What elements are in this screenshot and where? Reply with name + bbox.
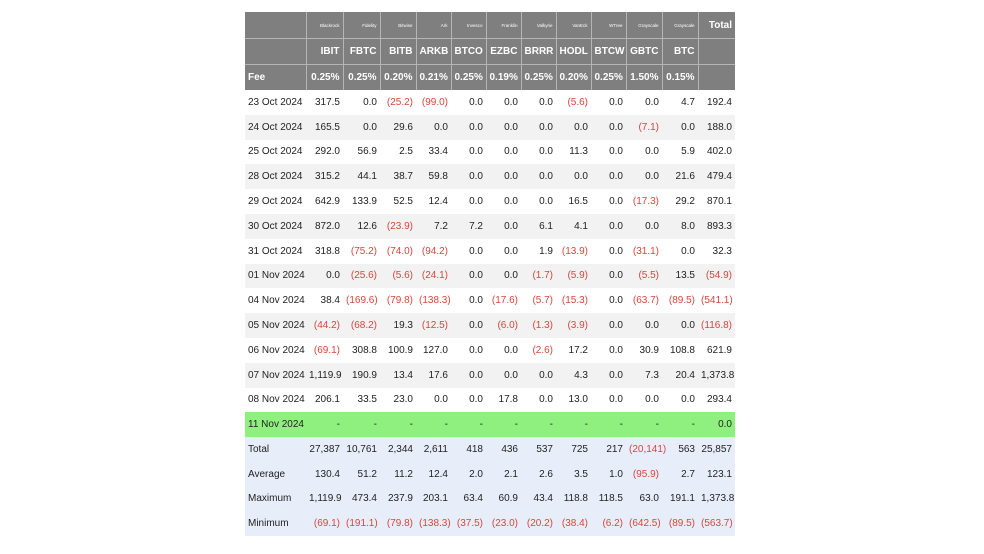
flow-cell: 0.0 bbox=[486, 140, 521, 165]
ticker-symbol: GBTC bbox=[626, 39, 662, 65]
flow-cell: 4.7 bbox=[662, 90, 698, 115]
flow-cell: 33.4 bbox=[416, 140, 451, 165]
row-date: 06 Nov 2024 bbox=[245, 338, 306, 363]
ticker-symbol: BITB bbox=[380, 39, 416, 65]
flow-cell: 0.0 bbox=[556, 115, 591, 140]
flow-cell: 0.0 bbox=[521, 189, 556, 214]
issuer-name: Ark bbox=[416, 12, 451, 39]
flow-cell: 0.0 bbox=[591, 264, 626, 289]
flow-cell: (63.7) bbox=[626, 288, 662, 313]
flow-cell: 0.0 bbox=[451, 264, 486, 289]
flow-cell: (169.6) bbox=[343, 288, 380, 313]
flow-cell: 0.0 bbox=[451, 313, 486, 338]
flow-cell: (79.8) bbox=[380, 288, 416, 313]
stat-cell: 51.2 bbox=[343, 462, 380, 487]
flow-cell: - bbox=[416, 412, 451, 437]
stat-label: Maximum bbox=[245, 487, 306, 512]
flow-cell: 12.4 bbox=[416, 189, 451, 214]
flow-cell: (17.6) bbox=[486, 288, 521, 313]
stats-row bbox=[245, 437, 735, 462]
flow-cell: 5.9 bbox=[662, 140, 698, 165]
stat-cell: 63.0 bbox=[626, 487, 662, 512]
flow-cell: - bbox=[380, 412, 416, 437]
row-date: 07 Nov 2024 bbox=[245, 363, 306, 388]
issuer-name: Fidelity bbox=[343, 12, 380, 39]
issuer-name: Franklin bbox=[486, 12, 521, 39]
flow-cell: (74.0) bbox=[380, 239, 416, 264]
table-row bbox=[245, 189, 735, 214]
corner-cell bbox=[245, 39, 306, 65]
stat-label: Average bbox=[245, 462, 306, 487]
flow-cell: - bbox=[451, 412, 486, 437]
flow-cell: 0.0 bbox=[451, 140, 486, 165]
row-date: 31 Oct 2024 bbox=[245, 239, 306, 264]
row-total-cell: 192.4 bbox=[698, 90, 735, 115]
issuer-name: WTree bbox=[591, 12, 626, 39]
flow-cell: 292.0 bbox=[306, 140, 343, 165]
flow-cell: - bbox=[343, 412, 380, 437]
flow-cell: 127.0 bbox=[416, 338, 451, 363]
issuer-name: Bitwise bbox=[380, 12, 416, 39]
row-date: 25 Oct 2024 bbox=[245, 140, 306, 165]
flow-cell: 0.0 bbox=[486, 189, 521, 214]
etf-flows-table bbox=[245, 12, 735, 536]
flow-cell: (44.2) bbox=[306, 313, 343, 338]
stat-cell: 60.9 bbox=[486, 487, 521, 512]
stat-cell: 2,611 bbox=[416, 437, 451, 462]
flow-cell: (23.9) bbox=[380, 214, 416, 239]
row-date: 28 Oct 2024 bbox=[245, 164, 306, 189]
flow-cell: 13.5 bbox=[662, 264, 698, 289]
flow-cell: 0.0 bbox=[591, 214, 626, 239]
issuer-name: Invesco bbox=[451, 12, 486, 39]
table-row bbox=[245, 90, 735, 115]
stat-cell: 2,344 bbox=[380, 437, 416, 462]
row-total-cell: 0.0 bbox=[698, 412, 735, 437]
stat-cell: (6.2) bbox=[591, 511, 626, 536]
flow-cell: 0.0 bbox=[556, 164, 591, 189]
flow-cell: 0.0 bbox=[451, 363, 486, 388]
row-total-cell: 870.1 bbox=[698, 189, 735, 214]
stat-cell: 27,387 bbox=[306, 437, 343, 462]
flow-cell: 30.9 bbox=[626, 338, 662, 363]
flow-cell: 29.2 bbox=[662, 189, 698, 214]
row-total-cell: 402.0 bbox=[698, 140, 735, 165]
flow-cell: 38.4 bbox=[306, 288, 343, 313]
flow-cell: 6.1 bbox=[521, 214, 556, 239]
stat-cell: (89.5) bbox=[662, 511, 698, 536]
stat-cell: 203.1 bbox=[416, 487, 451, 512]
flow-cell: 0.0 bbox=[591, 313, 626, 338]
flow-cell: (5.6) bbox=[380, 264, 416, 289]
flow-cell: 7.2 bbox=[416, 214, 451, 239]
flow-cell: - bbox=[521, 412, 556, 437]
stat-cell: 63.4 bbox=[451, 487, 486, 512]
empty-cell bbox=[698, 39, 735, 65]
flow-cell: 20.4 bbox=[662, 363, 698, 388]
fee-value: 0.25% bbox=[451, 65, 486, 91]
fee-value: 1.50% bbox=[626, 65, 662, 91]
flow-cell: 33.5 bbox=[343, 388, 380, 413]
stat-cell: 130.4 bbox=[306, 462, 343, 487]
flow-cell: 0.0 bbox=[626, 164, 662, 189]
stats-row bbox=[245, 462, 735, 487]
flow-cell: 0.0 bbox=[662, 115, 698, 140]
stat-cell: 118.8 bbox=[556, 487, 591, 512]
flow-cell: 0.0 bbox=[626, 90, 662, 115]
flow-cell: 12.6 bbox=[343, 214, 380, 239]
table-row bbox=[245, 164, 735, 189]
flow-cell: (94.2) bbox=[416, 239, 451, 264]
stat-cell: (563.7) bbox=[698, 511, 735, 536]
stat-cell: 725 bbox=[556, 437, 591, 462]
flow-cell: 0.0 bbox=[591, 239, 626, 264]
table-row bbox=[245, 239, 735, 264]
stat-cell: (79.8) bbox=[380, 511, 416, 536]
stat-label: Total bbox=[245, 437, 306, 462]
stat-cell: 191.1 bbox=[662, 487, 698, 512]
fee-value: 0.15% bbox=[662, 65, 698, 91]
flow-cell: - bbox=[556, 412, 591, 437]
fee-value: 0.21% bbox=[416, 65, 451, 91]
flow-cell: 108.8 bbox=[662, 338, 698, 363]
table-row bbox=[245, 363, 735, 388]
fee-value: 0.20% bbox=[556, 65, 591, 91]
flow-cell: (5.6) bbox=[556, 90, 591, 115]
flow-cell: 0.0 bbox=[521, 363, 556, 388]
ticker-symbol: BTCO bbox=[451, 39, 486, 65]
flow-cell: 0.0 bbox=[626, 313, 662, 338]
flow-cell: 0.0 bbox=[626, 388, 662, 413]
stat-cell: 25,857 bbox=[698, 437, 735, 462]
issuer-name: Grayscale bbox=[626, 12, 662, 39]
flow-cell: 0.0 bbox=[451, 90, 486, 115]
stat-cell: (69.1) bbox=[306, 511, 343, 536]
flow-cell: 11.3 bbox=[556, 140, 591, 165]
flow-cell: 0.0 bbox=[591, 140, 626, 165]
flow-cell: 0.0 bbox=[591, 388, 626, 413]
row-date: 11 Nov 2024 bbox=[245, 412, 306, 437]
flow-cell: 0.0 bbox=[451, 288, 486, 313]
stat-cell: 418 bbox=[451, 437, 486, 462]
fee-value: 0.25% bbox=[521, 65, 556, 91]
stat-cell: (95.9) bbox=[626, 462, 662, 487]
flow-cell: (5.7) bbox=[521, 288, 556, 313]
flow-cell: 0.0 bbox=[521, 90, 556, 115]
flow-cell: 0.0 bbox=[416, 388, 451, 413]
flow-cell: 7.2 bbox=[451, 214, 486, 239]
stats-row bbox=[245, 511, 735, 536]
table-row bbox=[245, 115, 735, 140]
flow-cell: (25.2) bbox=[380, 90, 416, 115]
stat-label: Minimum bbox=[245, 511, 306, 536]
stat-cell: 12.4 bbox=[416, 462, 451, 487]
stat-cell: 123.1 bbox=[698, 462, 735, 487]
flow-cell: (99.0) bbox=[416, 90, 451, 115]
flow-cell: 0.0 bbox=[626, 214, 662, 239]
table-row bbox=[245, 288, 735, 313]
stat-cell: (138.3) bbox=[416, 511, 451, 536]
fee-value: 0.25% bbox=[343, 65, 380, 91]
flow-cell: 13.0 bbox=[556, 388, 591, 413]
stat-cell: (20.2) bbox=[521, 511, 556, 536]
flow-cell: 0.0 bbox=[486, 115, 521, 140]
row-total-cell: 479.4 bbox=[698, 164, 735, 189]
flow-cell: 0.0 bbox=[591, 363, 626, 388]
flow-cell: 19.3 bbox=[380, 313, 416, 338]
corner-cell bbox=[245, 12, 306, 39]
flow-cell: 1.9 bbox=[521, 239, 556, 264]
flow-cell: 0.0 bbox=[343, 115, 380, 140]
flow-cell: 0.0 bbox=[451, 189, 486, 214]
stat-cell: 237.9 bbox=[380, 487, 416, 512]
stat-cell: 1,373.8 bbox=[698, 487, 735, 512]
issuer-name: Grayscale bbox=[662, 12, 698, 39]
flow-cell: 0.0 bbox=[626, 140, 662, 165]
flow-cell: (12.5) bbox=[416, 313, 451, 338]
flow-cell: (75.2) bbox=[343, 239, 380, 264]
flow-cell: 0.0 bbox=[521, 164, 556, 189]
flow-cell: (1.7) bbox=[521, 264, 556, 289]
row-total-cell: 32.3 bbox=[698, 239, 735, 264]
flow-cell: 0.0 bbox=[486, 264, 521, 289]
flow-cell: (5.5) bbox=[626, 264, 662, 289]
flow-cell: 2.5 bbox=[380, 140, 416, 165]
flow-cell: 0.0 bbox=[591, 189, 626, 214]
table-row bbox=[245, 313, 735, 338]
issuer-name: Blackrock bbox=[306, 12, 343, 39]
flow-cell: 59.8 bbox=[416, 164, 451, 189]
stat-cell: 43.4 bbox=[521, 487, 556, 512]
table-row bbox=[245, 264, 735, 289]
stat-cell: 1.0 bbox=[591, 462, 626, 487]
row-date: 29 Oct 2024 bbox=[245, 189, 306, 214]
table-row bbox=[245, 338, 735, 363]
fee-label: Fee bbox=[245, 65, 306, 91]
row-total-cell: 1,373.8 bbox=[698, 363, 735, 388]
row-date: 23 Oct 2024 bbox=[245, 90, 306, 115]
flow-cell: - bbox=[591, 412, 626, 437]
stat-cell: 436 bbox=[486, 437, 521, 462]
flow-cell: (138.3) bbox=[416, 288, 451, 313]
flow-cell: 0.0 bbox=[662, 313, 698, 338]
flow-cell: 0.0 bbox=[486, 338, 521, 363]
flow-cell: 872.0 bbox=[306, 214, 343, 239]
flow-cell: 56.9 bbox=[343, 140, 380, 165]
stats-row bbox=[245, 487, 735, 512]
flow-cell: 0.0 bbox=[451, 115, 486, 140]
stat-cell: 11.2 bbox=[380, 462, 416, 487]
stat-cell: 217 bbox=[591, 437, 626, 462]
stat-cell: 473.4 bbox=[343, 487, 380, 512]
flow-cell: 7.3 bbox=[626, 363, 662, 388]
flow-cell: (13.9) bbox=[556, 239, 591, 264]
flow-cell: 642.9 bbox=[306, 189, 343, 214]
stat-cell: 563 bbox=[662, 437, 698, 462]
table-row bbox=[245, 388, 735, 413]
flow-cell: 0.0 bbox=[486, 363, 521, 388]
flow-cell: 315.2 bbox=[306, 164, 343, 189]
flow-cell: - bbox=[486, 412, 521, 437]
flow-cell: 0.0 bbox=[343, 90, 380, 115]
flow-cell: (31.1) bbox=[626, 239, 662, 264]
flow-cell: 4.3 bbox=[556, 363, 591, 388]
fee-value: 0.19% bbox=[486, 65, 521, 91]
ticker-symbol: BRRR bbox=[521, 39, 556, 65]
flow-cell: - bbox=[662, 412, 698, 437]
flow-cell: 0.0 bbox=[591, 115, 626, 140]
flow-cell: (1.3) bbox=[521, 313, 556, 338]
stat-cell: (38.4) bbox=[556, 511, 591, 536]
ticker-header-row bbox=[245, 39, 735, 65]
flow-cell: 0.0 bbox=[662, 239, 698, 264]
row-date: 04 Nov 2024 bbox=[245, 288, 306, 313]
flow-cell: 206.1 bbox=[306, 388, 343, 413]
flow-cell: (3.9) bbox=[556, 313, 591, 338]
stat-cell: (191.1) bbox=[343, 511, 380, 536]
fee-header-row bbox=[245, 65, 735, 91]
flow-cell: 0.0 bbox=[591, 338, 626, 363]
row-date: 05 Nov 2024 bbox=[245, 313, 306, 338]
stat-cell: 2.7 bbox=[662, 462, 698, 487]
flow-cell: 0.0 bbox=[451, 338, 486, 363]
flow-cell: 0.0 bbox=[486, 90, 521, 115]
total-column-header: Total bbox=[698, 12, 735, 39]
ticker-symbol: BTCW bbox=[591, 39, 626, 65]
ticker-symbol: BTC bbox=[662, 39, 698, 65]
row-total-cell: (54.9) bbox=[698, 264, 735, 289]
row-total-cell: 293.4 bbox=[698, 388, 735, 413]
table-row bbox=[245, 214, 735, 239]
stat-cell: (23.0) bbox=[486, 511, 521, 536]
flow-cell: 100.9 bbox=[380, 338, 416, 363]
row-date: 24 Oct 2024 bbox=[245, 115, 306, 140]
row-date: 30 Oct 2024 bbox=[245, 214, 306, 239]
fee-value: 0.25% bbox=[306, 65, 343, 91]
flow-cell: 308.8 bbox=[343, 338, 380, 363]
flow-cell: (17.3) bbox=[626, 189, 662, 214]
flow-cell: 0.0 bbox=[521, 115, 556, 140]
empty-cell bbox=[698, 65, 735, 91]
flow-cell: 1,119.9 bbox=[306, 363, 343, 388]
row-total-cell: (116.8) bbox=[698, 313, 735, 338]
flow-cell: 133.9 bbox=[343, 189, 380, 214]
flow-cell: - bbox=[626, 412, 662, 437]
stat-cell: 2.0 bbox=[451, 462, 486, 487]
flow-cell: 0.0 bbox=[451, 388, 486, 413]
flow-cell: 0.0 bbox=[591, 288, 626, 313]
flow-cell: 0.0 bbox=[306, 264, 343, 289]
flow-cell: (24.1) bbox=[416, 264, 451, 289]
ticker-symbol: EZBC bbox=[486, 39, 521, 65]
flow-cell: 23.0 bbox=[380, 388, 416, 413]
ticker-symbol: ARKB bbox=[416, 39, 451, 65]
flow-cell: 317.5 bbox=[306, 90, 343, 115]
flow-cell: 0.0 bbox=[521, 388, 556, 413]
flow-cell: 52.5 bbox=[380, 189, 416, 214]
flow-cell: (15.3) bbox=[556, 288, 591, 313]
summary-stats-body bbox=[245, 437, 735, 536]
flow-cell: 21.6 bbox=[662, 164, 698, 189]
row-date: 08 Nov 2024 bbox=[245, 388, 306, 413]
stat-cell: 3.5 bbox=[556, 462, 591, 487]
stat-cell: 118.5 bbox=[591, 487, 626, 512]
flow-cell: 0.0 bbox=[591, 90, 626, 115]
stat-cell: 2.1 bbox=[486, 462, 521, 487]
row-date: 01 Nov 2024 bbox=[245, 264, 306, 289]
flow-cell: (6.0) bbox=[486, 313, 521, 338]
flow-cell: 0.0 bbox=[591, 164, 626, 189]
flow-cell: 17.8 bbox=[486, 388, 521, 413]
flow-cell: 318.8 bbox=[306, 239, 343, 264]
flow-cell: 0.0 bbox=[486, 239, 521, 264]
daily-flows-body bbox=[245, 90, 735, 437]
ticker-symbol: IBIT bbox=[306, 39, 343, 65]
stat-cell: (37.5) bbox=[451, 511, 486, 536]
row-total-cell: 621.9 bbox=[698, 338, 735, 363]
flow-cell: 13.4 bbox=[380, 363, 416, 388]
ticker-symbol: FBTC bbox=[343, 39, 380, 65]
stat-cell: (642.5) bbox=[626, 511, 662, 536]
flow-cell: (7.1) bbox=[626, 115, 662, 140]
flow-cell: (89.5) bbox=[662, 288, 698, 313]
flow-cell: 0.0 bbox=[416, 115, 451, 140]
flow-cell: 44.1 bbox=[343, 164, 380, 189]
flow-cell: 8.0 bbox=[662, 214, 698, 239]
flow-cell: 0.0 bbox=[486, 164, 521, 189]
issuer-header-row bbox=[245, 12, 735, 39]
flow-cell: (5.9) bbox=[556, 264, 591, 289]
flow-cell: 4.1 bbox=[556, 214, 591, 239]
flow-cell: 17.2 bbox=[556, 338, 591, 363]
stat-cell: 2.6 bbox=[521, 462, 556, 487]
flow-cell: 0.0 bbox=[662, 388, 698, 413]
flow-cell: 29.6 bbox=[380, 115, 416, 140]
flow-cell: 0.0 bbox=[486, 214, 521, 239]
issuer-name: VanEck bbox=[556, 12, 591, 39]
ticker-symbol: HODL bbox=[556, 39, 591, 65]
flow-cell: 0.0 bbox=[451, 239, 486, 264]
table-row bbox=[245, 412, 735, 437]
stat-cell: (20,141) bbox=[626, 437, 662, 462]
fee-value: 0.25% bbox=[591, 65, 626, 91]
stat-cell: 537 bbox=[521, 437, 556, 462]
flow-cell: 17.6 bbox=[416, 363, 451, 388]
flow-cell: 16.5 bbox=[556, 189, 591, 214]
flow-cell: (69.1) bbox=[306, 338, 343, 363]
row-total-cell: 893.3 bbox=[698, 214, 735, 239]
row-total-cell: 188.0 bbox=[698, 115, 735, 140]
stat-cell: 1,119.9 bbox=[306, 487, 343, 512]
flow-cell: 38.7 bbox=[380, 164, 416, 189]
table-row bbox=[245, 140, 735, 165]
flow-cell: (2.6) bbox=[521, 338, 556, 363]
flow-cell: 165.5 bbox=[306, 115, 343, 140]
flow-cell: (25.6) bbox=[343, 264, 380, 289]
flow-cell: 0.0 bbox=[521, 140, 556, 165]
flow-cell: 0.0 bbox=[451, 164, 486, 189]
flow-cell: 190.9 bbox=[343, 363, 380, 388]
issuer-name: Valkyrie bbox=[521, 12, 556, 39]
stat-cell: 10,761 bbox=[343, 437, 380, 462]
row-total-cell: (541.1) bbox=[698, 288, 735, 313]
flow-cell: - bbox=[306, 412, 343, 437]
fee-value: 0.20% bbox=[380, 65, 416, 91]
flow-cell: (68.2) bbox=[343, 313, 380, 338]
